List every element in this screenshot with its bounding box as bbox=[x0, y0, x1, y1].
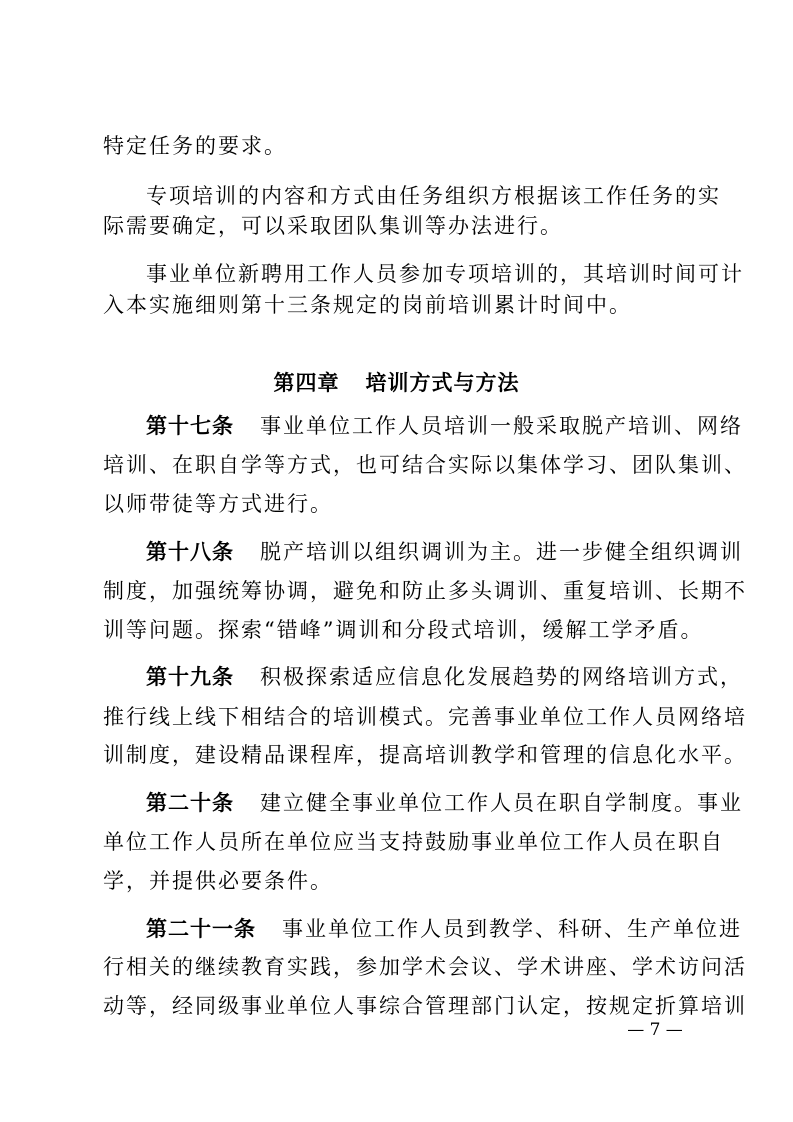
page-number: — 7 — bbox=[627, 1020, 683, 1040]
paragraph-line: 入本实施细则第十三条规定的岗前培训累计时间中。 bbox=[103, 293, 632, 317]
paragraph-line: 训等问题。探索“错峰”调训和分段式培训，缓解工学矛盾。 bbox=[103, 618, 704, 642]
article-text: 事业单位工作人员到教学、科研、生产单位进 bbox=[282, 917, 742, 941]
article-text: 脱产培训以组织调训为主。进一步健全组织调训 bbox=[260, 540, 743, 564]
paragraph-line: 动等，经同级事业单位人事综合管理部门认定，按规定折算培训 bbox=[103, 994, 747, 1018]
article-label: 第十九条 bbox=[146, 665, 234, 689]
article-text: 建立健全事业单位工作人员在职自学制度。事业 bbox=[260, 791, 743, 815]
paragraph-line: 以师带徒等方式进行。 bbox=[103, 492, 333, 516]
article-21-line bbox=[146, 914, 742, 944]
article-label: 第十八条 bbox=[146, 540, 234, 564]
paragraph-line: 制度，加强统筹协调，避免和防止多头调训、重复培训、长期不 bbox=[103, 579, 747, 603]
article-20-line bbox=[146, 788, 743, 818]
paragraph-line: 际需要确定，可以采取团队集训等办法进行。 bbox=[103, 214, 563, 238]
paragraph-line: 培训、在职自学等方式，也可结合实际以集体学习、团队集训、 bbox=[103, 453, 747, 477]
article-label: 第二十条 bbox=[146, 791, 234, 815]
paragraph-line: 特定任务的要求。 bbox=[103, 134, 287, 158]
paragraph-line: 推行线上线下相结合的培训模式。完善事业单位工作人员网络培 bbox=[103, 705, 747, 729]
paragraph-line: 学，并提供必要条件。 bbox=[103, 869, 333, 893]
paragraph-line: 训制度，建设精品课程库，提高培训教学和管理的信息化水平。 bbox=[103, 743, 747, 767]
chapter-heading bbox=[0, 368, 793, 398]
article-17-line bbox=[146, 411, 743, 441]
paragraph-line: 单位工作人员所在单位应当支持鼓励事业单位工作人员在职自 bbox=[103, 830, 724, 854]
article-label: 第十七条 bbox=[146, 414, 234, 438]
chapter-number: 第四章 bbox=[273, 371, 340, 395]
article-text: 事业单位工作人员培训一般采取脱产培训、网络 bbox=[260, 414, 743, 438]
article-19-line bbox=[146, 662, 743, 692]
chapter-title: 培训方式与方法 bbox=[365, 371, 520, 395]
paragraph-line: 事业单位新聘用工作人员参加专项培训的，其培训时间可计 bbox=[146, 262, 744, 286]
paragraph-line: 行相关的继续教育实践，参加学术会议、学术讲座、学术访问活 bbox=[103, 955, 747, 979]
article-label: 第二十一条 bbox=[146, 917, 256, 941]
paragraph-line: 专项培训的内容和方式由任务组织方根据该工作任务的实 bbox=[146, 184, 721, 208]
article-18-line bbox=[146, 537, 743, 567]
article-text: 积极探索适应信息化发展趋势的网络培训方式， bbox=[260, 665, 743, 689]
